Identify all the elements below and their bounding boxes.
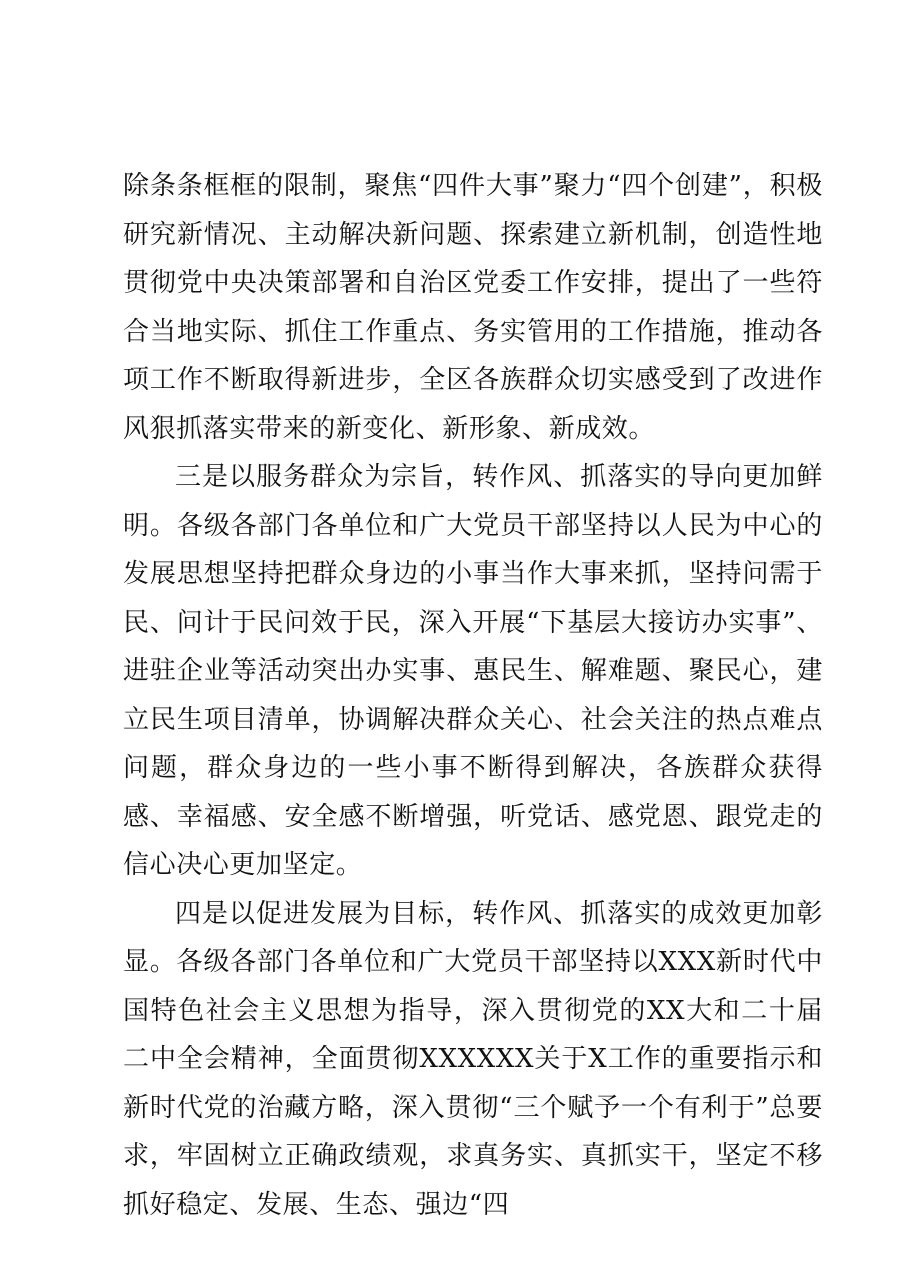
- paragraph-3: 四是以促进发展为目标，转作风、抓落实的成效更加彰显。各级各部门各单位和广大党员干部坚持以XXX新时代中国特色社会主义思想为指导，深入贯彻党的XX大和二十届二中全会精神，全面贯彻XXXXXX关于X工作的重要指示和新时代党的治藏方略，深入贯彻“三个赋予一个有利于”总要求，牢固树立正确政绩观，求真务实、真抓实干，坚定不移抓好稳定、发展、生态、强边“四: [123, 898, 823, 1220]
- paragraph-1: 除条条框框的限制，聚焦“四件大事”聚力“四个创建”，积极研究新情况、主动解决新问题、探索建立新机制，创造性地贯彻党中央决策部署和自治区党委工作安排，提出了一些符合当地实际、抓住工作重点、务实管用的工作措施，推动各项工作不断取得新进步，全区各族群众切实感受到了改进作风狠抓落实带来的新变化、新形象、新成效。: [123, 171, 823, 444]
- document-body: [123, 162, 823, 1229]
- paragraph-2: 三是以服务群众为宗旨，转作风、抓落实的导向更加鲜明。各级各部门各单位和广大党员干部坚持以人民为中心的发展思想坚持把群众身边的小事当作大事来抓，坚持问需于民、问计于民问效于民，深入开展“下基层大接访办实事”、进驻企业等活动突出办实事、惠民生、解难题、聚民心，建立民生项目清单，协调解决群众关心、社会关注的热点难点问题，群众身边的一些小事不断得到解决，各族群众获得感、幸福感、安全感不断增强，听党话、感党恩、跟党走的信心决心更加坚定。: [123, 462, 823, 880]
